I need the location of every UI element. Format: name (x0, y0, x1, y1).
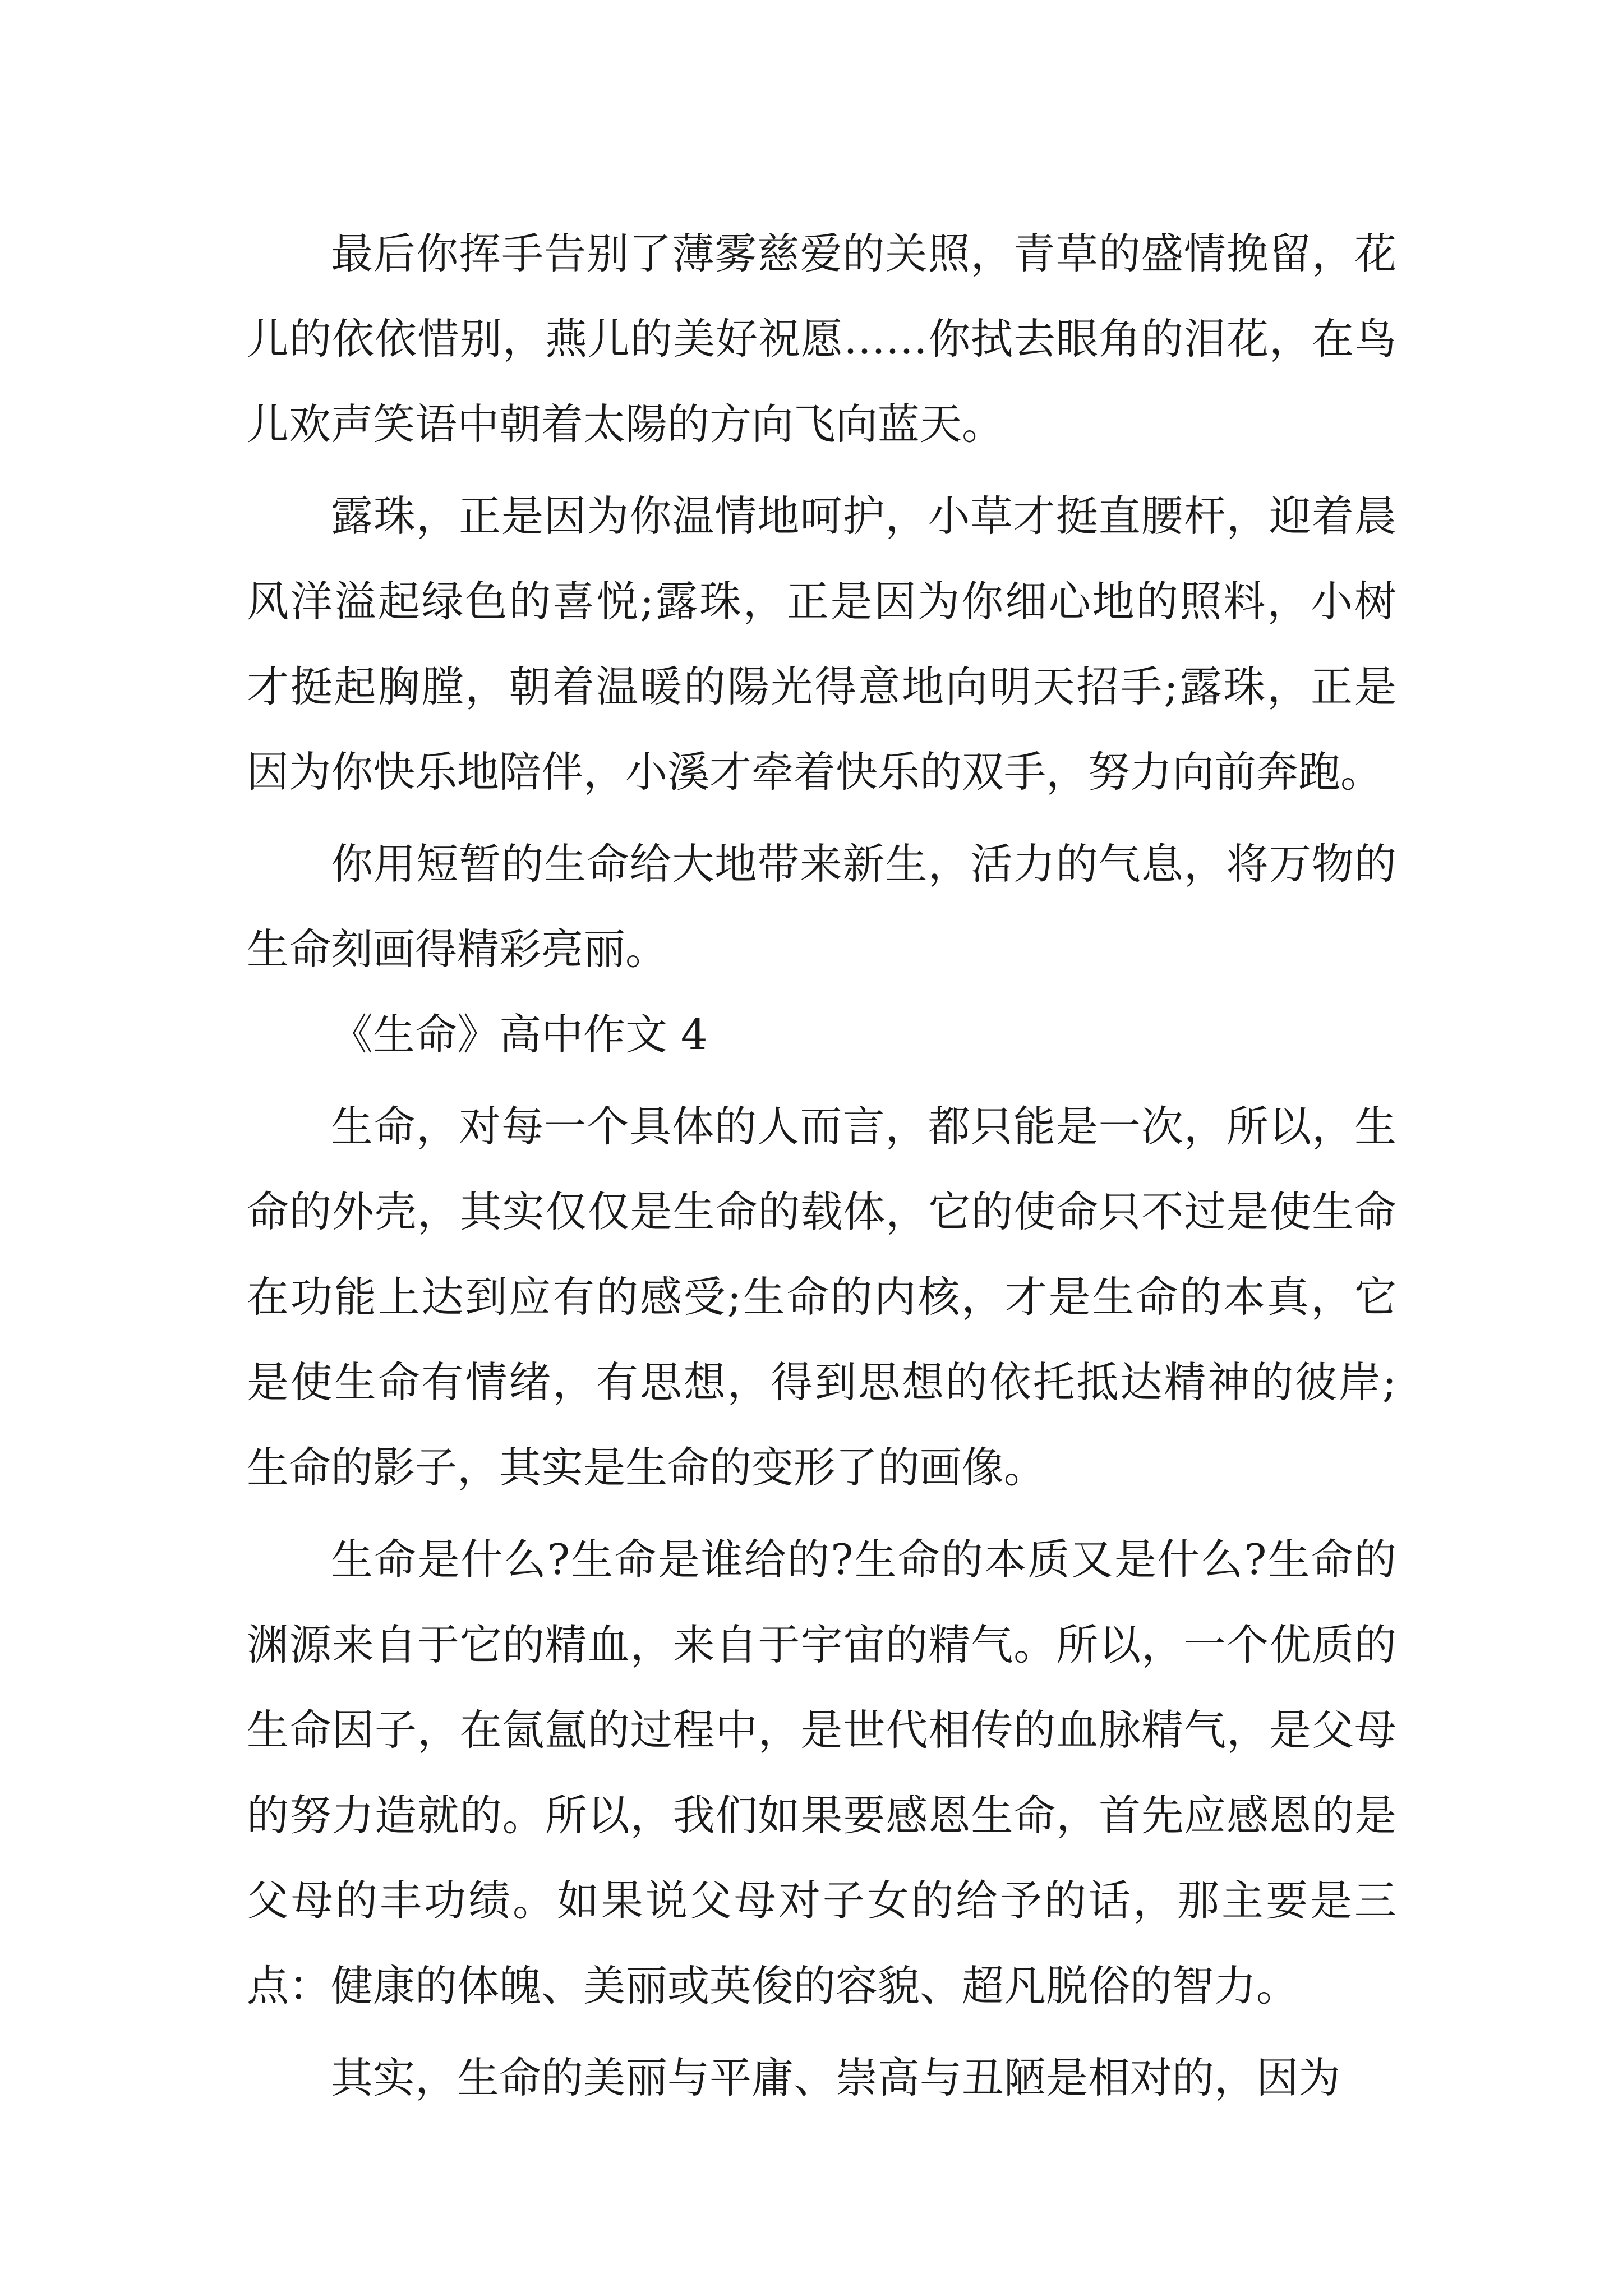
document-body (247, 211, 1396, 2120)
paragraph-dewdrop: 露珠，正是因为你温情地呵护，小草才挺直腰杆，迎着晨风洋溢起绿色的喜悦;露珠，正是因为你细心地的照料，小树才挺起胸膛，朝着温暖的陽光得意地向明天招手;露珠，正是因为你快乐地陪伴，小溪才牵着快乐的双手，努力向前奔跑。 (247, 491, 1396, 797)
paragraph-life-once: 生命，对每一个具体的人而言，都只能是一次，所以，生命的外壳，其实仅仅是生命的载体，它的使命只不过是使生命在功能上达到应有的感受;生命的内核，才是生命的本真，它是使生命有情绪，有思想，得到思想的依托抵达精神的彼岸;生命的影子，其实是生命的变形了的画像。 (247, 1102, 1396, 1492)
paragraph-beauty-relative: 其实，生命的美丽与平庸、崇高与丑陋是相对的，因为 (331, 2053, 1341, 2102)
section-heading: 《生命》高中作文 4 (331, 1010, 708, 1059)
paragraph-short-life: 你用短暂的生命给大地带来新生，活力的气息，将万物的生命刻画得精彩亮丽。 (247, 839, 1396, 974)
paragraph-farewell: 最后你挥手告别了薄雾慈爱的关照，青草的盛情挽留，花儿的依依惜别，燕儿的美好祝愿……你拭去眼角的泪花，在鸟儿欢声笑语中朝着太陽的方向飞向蓝天。 (247, 229, 1396, 449)
paragraph-what-is-life: 生命是什么?生命是谁给的?生命的本质又是什么?生命的渊源来自于它的精血，来自于宇宙的精气。所以，一个优质的生命因子，在氤氲的过程中，是世代相传的血脉精气，是父母的努力造就的。所以，我们如果要感恩生命，首先应感恩的是父母的丰功绩。如果说父母对子女的给予的话，那主要是三点：健康的体魄、美丽或英俊的容貌、超凡脱俗的智力。 (247, 1535, 1396, 2010)
